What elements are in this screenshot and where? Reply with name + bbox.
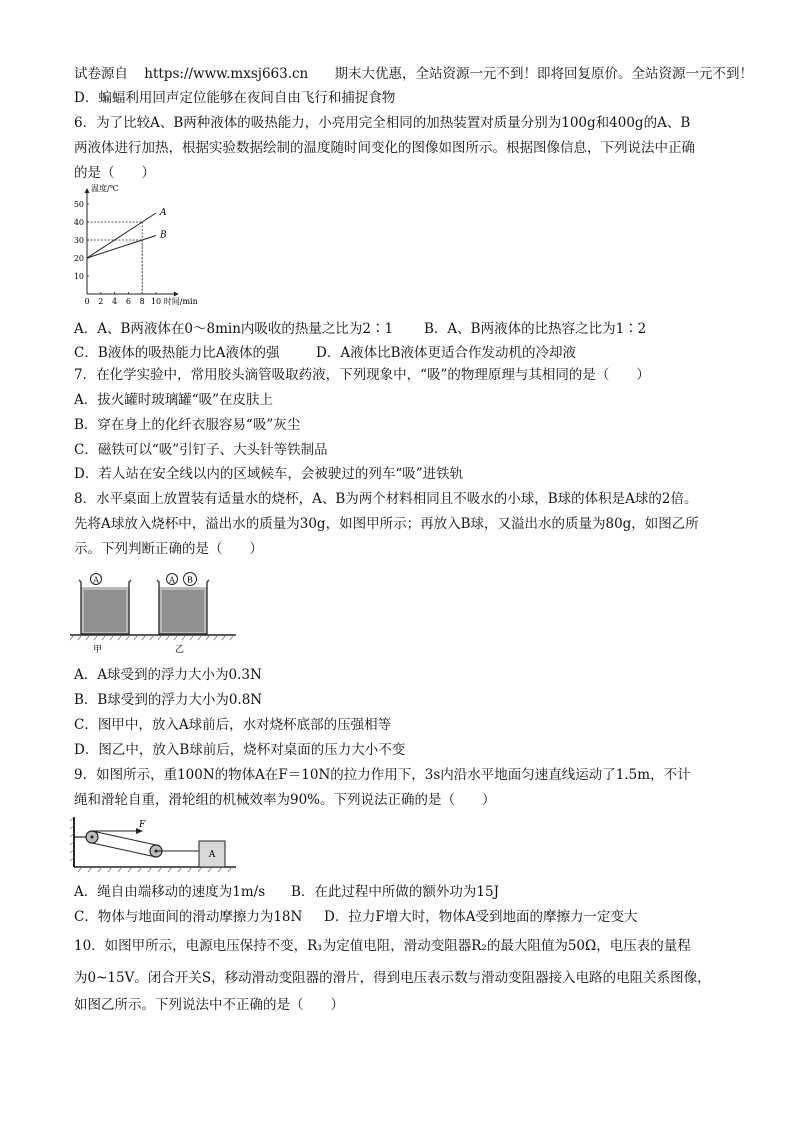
pulley-figure bbox=[68, 815, 238, 873]
x-tick-label: 2 bbox=[98, 297, 104, 306]
ball-a-label-jia: A bbox=[93, 575, 99, 585]
q5-option-d[interactable]: D．蝙蝠利用回声定位能够在夜间自由飞行和捕捉食物 bbox=[74, 90, 396, 106]
q10-stem-line3: 如图乙所示。下列说法中不正确的是（ ） bbox=[74, 997, 344, 1013]
temperature-time-chart bbox=[60, 184, 240, 310]
x-tick-label: 4 bbox=[112, 297, 118, 306]
ball-a-label-yi: A bbox=[169, 575, 175, 585]
beakers-figure bbox=[68, 568, 238, 658]
fig-label-yi: 乙 bbox=[175, 645, 185, 655]
q6-option-d[interactable]: D．A液体比B液体更适合作发动机的冷却液 bbox=[316, 345, 576, 361]
block-a-label: A bbox=[208, 850, 216, 860]
source-header bbox=[74, 62, 759, 82]
q7-option-a[interactable]: A．拔火罐时玻璃罐“吸”在皮肤上 bbox=[74, 392, 274, 408]
q8-option-b[interactable]: B．B球受到的浮力大小为0.8N bbox=[74, 692, 263, 708]
q8-stem-line3: 示。下列判断正确的是（ ） bbox=[74, 541, 263, 557]
q9-option-c[interactable]: C．物体与地面间的滑动摩擦力为18N bbox=[74, 909, 303, 925]
force-label: F bbox=[139, 820, 146, 830]
q8-stem-line2: 先将A球放入烧杯中，溢出水的质量为30g，如图甲所示；再放入B球，又溢出水的质量为80g，如图乙所 bbox=[74, 516, 699, 532]
source-url-link[interactable]: https://www.mxsj663.cn bbox=[144, 66, 309, 82]
x-tick-label: 6 bbox=[125, 297, 131, 306]
series-label-b: B bbox=[160, 230, 167, 241]
q9-option-d[interactable]: D．拉力F增大时，物体A受到地面的摩擦力一定变大 bbox=[324, 909, 638, 925]
beaker-jia bbox=[79, 574, 131, 635]
series-label-a: A bbox=[160, 208, 167, 218]
fig-label-jia: 甲 bbox=[93, 645, 103, 655]
q9-options-row1 bbox=[74, 880, 774, 898]
q6-option-c[interactable]: C．B液体的吸热能力比A液体的强 bbox=[74, 345, 280, 361]
promo-text: 期末大优惠，全站资源一元不到！即将回复原价。全站资源一元不到！ bbox=[334, 66, 754, 82]
y-axis-label: 温度/℃ bbox=[91, 184, 119, 193]
q6-options-row2 bbox=[74, 341, 774, 359]
series-line-a bbox=[87, 213, 156, 258]
y-axis-arrow-icon bbox=[85, 188, 90, 193]
q8-option-a[interactable]: A．A球受到的浮力大小为0.3N bbox=[74, 667, 262, 683]
q10-stem-line1: 10．如图甲所示，电源电压保持不变，R₁为定值电阻，滑动变阻器R₂的最大阻值为50Ω，电压表的量程 bbox=[74, 938, 691, 954]
series-line-b bbox=[87, 236, 156, 259]
y-tick-label: 10 bbox=[73, 272, 84, 281]
q10-stem-line2: 为0~15V。闭合开关S，移动滑动变阻器的滑片，得到电压表示数与滑动变阻器接入电路的电阻关系图像， bbox=[74, 970, 711, 986]
beaker-yi bbox=[157, 573, 209, 635]
q6-stem-line3: 的是（ ） bbox=[74, 165, 155, 181]
q9-option-a[interactable]: A．绳自由端移动的速度为1m/s bbox=[74, 884, 266, 900]
q7-option-c[interactable]: C．磁铁可以“吸”引钉子、大头针等铁制品 bbox=[74, 442, 328, 458]
q9-option-b[interactable]: B．在此过程中所做的额外功为15J bbox=[291, 884, 500, 900]
x-tick-label: 0 bbox=[84, 297, 90, 306]
q6-option-b[interactable]: B．A、B两液体的比热容之比为1∶2 bbox=[424, 321, 647, 337]
y-tick-label: 40 bbox=[73, 218, 84, 227]
q7-option-b[interactable]: B．穿在身上的化纤衣服容易“吸”灰尘 bbox=[74, 417, 301, 433]
y-tick-label: 50 bbox=[73, 200, 84, 209]
x-axis-arrow-icon bbox=[174, 292, 179, 297]
q9-stem-line1: 9．如图所示，重100N的物体A在F＝10N的拉力作用下，3s内沿水平地面匀速直线运动了1.5m，不计 bbox=[74, 767, 691, 783]
x-axis-label: 时间/min bbox=[163, 297, 198, 306]
table-hatching bbox=[70, 635, 234, 640]
q6-stem-line1: 6．为了比较A、B两种液体的吸热能力，小亮用完全相同的加热装置对质量分别为100g和400g的A、B bbox=[74, 115, 691, 131]
q9-stem-line2: 绳和滑轮自重，滑轮组的机械效率为90%。下列说法正确的是（ ） bbox=[74, 792, 496, 808]
q9-options-row2 bbox=[74, 905, 774, 923]
x-tick-label: 8 bbox=[139, 297, 145, 306]
q8-option-d[interactable]: D．图乙中，放入B球前后，烧杯对桌面的压力大小不变 bbox=[74, 742, 406, 758]
q8-option-c[interactable]: C．图甲中，放入A球前后，水对烧杯底部的压强相等 bbox=[74, 717, 392, 733]
q8-stem-line1: 8．水平桌面上放置装有适量水的烧杯，A、B为两个材料相同且不吸水的小球，B球的体积是A球的2倍。 bbox=[74, 491, 698, 507]
y-tick-label: 30 bbox=[73, 236, 84, 245]
q6-stem-line2: 两液体进行加热，根据实验数据绘制的温度随时间变化的图像如图所示。根据图像信息，下列说法中正确 bbox=[74, 140, 695, 156]
y-tick-label: 20 bbox=[73, 254, 84, 263]
q7-option-d[interactable]: D．若人站在安全线以内的区域候车，会被驶过的列车“吸”进铁轨 bbox=[74, 466, 464, 482]
x-tick-label: 10 bbox=[150, 297, 162, 306]
source-label: 试卷源自 bbox=[74, 66, 128, 82]
q7-stem: 7．在化学实验中，常用胶头滴管吸取药液，下列现象中，“吸”的物理原理与其相同的是（ ） bbox=[74, 367, 650, 383]
ball-b-label: B bbox=[187, 575, 193, 585]
q6-option-a[interactable]: A．A、B两液体在0～8min内吸收的热量之比为2∶1 bbox=[74, 321, 394, 337]
q6-options-row1 bbox=[74, 317, 774, 335]
